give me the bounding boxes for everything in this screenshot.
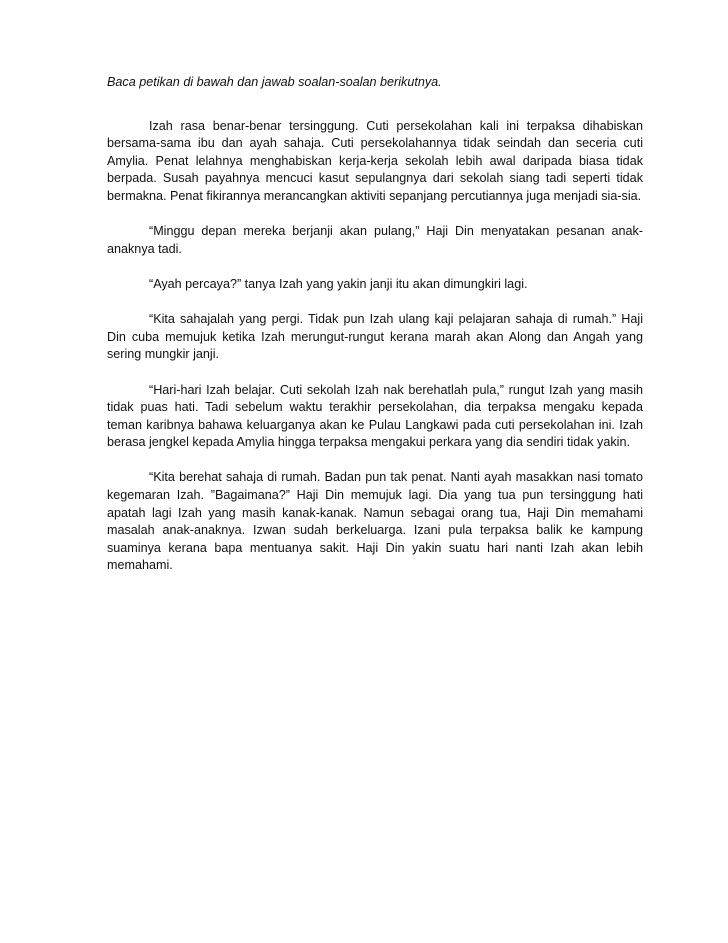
instruction-text: Baca petikan di bawah dan jawab soalan-soalan berikutnya. <box>107 75 442 89</box>
paragraph-6: “Kita berehat sahaja di rumah. Badan pun tak penat. Nanti ayah masakkan nasi tomato kegemaran Izah. ”Bagaimana?” Haji Din memujuk lagi. Dia yang tua pun tersinggung hati apatah lagi Izah yang masih kanak-kanak. Namun sebagai orang tua, Haji Din memahami masalah anak-anaknya. Izwan sudah berkeluarga. Izani pula terpaksa balik ke kampung suaminya kerana bapa mentuanya sakit. Haji Din yakin suatu hari nanti Izah akan lebih memahami. <box>107 470 643 573</box>
document-body <box>107 74 643 593</box>
paragraph-2: “Minggu depan mereka berjanji akan pulang,” Haji Din menyatakan pesanan anak-anaknya tadi. <box>107 224 643 256</box>
paragraph-4: “Kita sahajalah yang pergi. Tidak pun Izah ulang kaji pelajaran sahaja di rumah.” Haji Din cuba memujuk ketika Izah merungut-rungut kerana marah akan Along dan Angah yang sering mungkir janji. <box>107 312 643 362</box>
paragraph-3: “Ayah percaya?” tanya Izah yang yakin janji itu akan dimungkiri lagi. <box>149 276 528 291</box>
paragraph-5: “Hari-hari Izah belajar. Cuti sekolah Izah nak berehatlah pula,” rungut Izah yang masih tidak puas hati. Tadi sebelum waktu terakhir persekolahan, dia terpaksa mengaku kepada teman karibnya bahawa keluarganya akan ke Pulau Langkawi pada cuti persekolahan ini. Izah berasa jengkel kepada Amylia hingga terpaksa mengakui perkara yang dia sendiri tidak yakin. <box>107 382 643 450</box>
paragraph-1: Izah rasa benar-benar tersinggung. Cuti persekolahan kali ini terpaksa dihabiskan bersama-sama ibu dan ayah sahaja. Cuti persekolahannya tidak seindah dan seceria cuti Amylia. Penat lelahnya menghabiskan kerja-kerja sekolah lebih awal daripada biasa tidak berpada. Susah payahnya mencuci kasut sepulangnya dari sekolah siang tadi seperti tidak bermakna. Penat fikirannya merancangkan aktiviti sepanjang percutiannya juga menjadi sia-sia. <box>107 118 643 203</box>
